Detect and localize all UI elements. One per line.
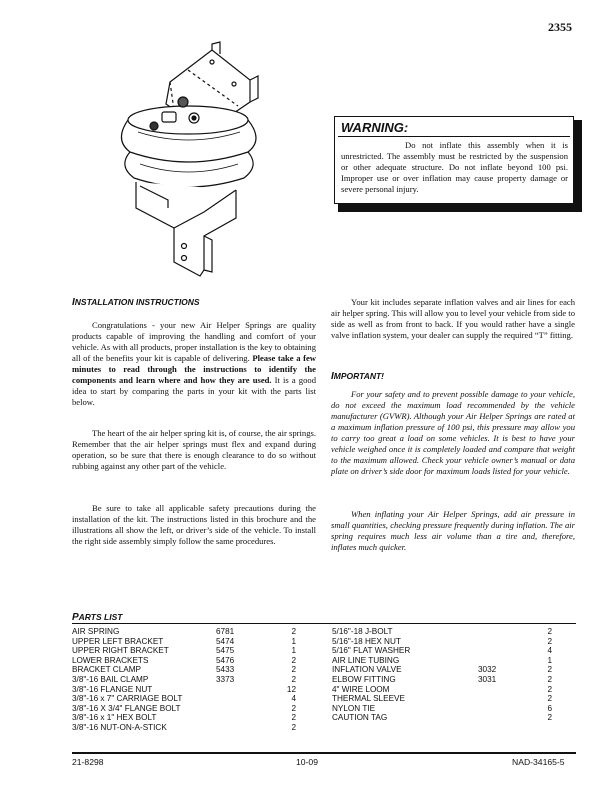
part-qty: 2 xyxy=(547,684,552,694)
parts-row xyxy=(72,723,576,733)
part-num: 3031 xyxy=(478,674,497,684)
parts-row xyxy=(72,637,576,647)
part-qty: 12 xyxy=(286,684,296,694)
part-num: 5475 xyxy=(216,646,235,656)
part-qty: 2 xyxy=(291,703,296,713)
part-qty: 2 xyxy=(291,722,296,732)
part-name: 5/16"-18 HEX NUT xyxy=(332,636,401,646)
parts-row xyxy=(72,656,576,666)
part-name: BRACKET CLAMP xyxy=(72,665,142,675)
part-num: 3373 xyxy=(216,674,235,684)
installation-para-1: Congratulations - your new Air Helper Springs are quality products capable of improving the handling and comfort of your vehicle. As with all products, proper installation is the key to obtaining all of the benefits your kit is capable of delivering. Please take a few minutes to read through the instructions to identify the components and learn where and how they are used. It is a good idea to start by comparing the parts in your kit with the parts list below. xyxy=(72,320,316,407)
part-qty: 2 xyxy=(547,636,552,646)
part-qty: 1 xyxy=(291,636,296,646)
part-num: 5474 xyxy=(216,636,235,646)
installation-para-4: Your kit includes separate inflation valves and air lines for each air helper spring. This will allow you to level your vehicle from side to side as well as from front to back. If you would rather have a single valve inflation system, your dealer can supply the required “T” fitting. xyxy=(331,297,575,340)
warning-title: WARNING: xyxy=(341,120,409,135)
part-qty: 4 xyxy=(547,646,552,656)
part-name: AIR SPRING xyxy=(72,627,120,636)
air-spring-assembly-illustration xyxy=(108,40,294,290)
part-name: 4" WIRE LOOM xyxy=(332,684,390,694)
footer-rule xyxy=(72,752,576,754)
important-para-2: When inflating your Air Helper Springs, add air pressure in small quantities, checking pressure frequently during inflation. The air spring requires much less air volume than a tire and, therefore, inflates much quicker. xyxy=(331,509,575,552)
part-name: NYLON TIE xyxy=(332,703,376,713)
part-qty: 2 xyxy=(547,665,552,675)
parts-row xyxy=(72,675,576,685)
part-name: 3/8"-16 FLANGE NUT xyxy=(72,684,153,694)
part-qty: 2 xyxy=(547,674,552,684)
part-num: 6781 xyxy=(216,627,235,636)
part-name: ELBOW FITTING xyxy=(332,674,396,684)
warning-divider xyxy=(338,136,570,137)
parts-row xyxy=(72,694,576,704)
part-name: 5/16"-18 J-BOLT xyxy=(332,627,393,636)
parts-row xyxy=(72,704,576,714)
part-qty: 2 xyxy=(291,655,296,665)
part-name: 3/8"-16 x 1" HEX BOLT xyxy=(72,713,157,723)
part-name: INFLATION VALVE xyxy=(332,665,402,675)
footer-part-number: 21-8298 xyxy=(72,757,104,767)
part-qty: 2 xyxy=(547,627,552,636)
part-num: 5433 xyxy=(216,665,235,675)
parts-row xyxy=(72,685,576,695)
part-name: 3/8"-16 X 3/4" FLANGE BOLT xyxy=(72,703,181,713)
installation-heading: INSTALLATION INSTRUCTIONS xyxy=(72,297,200,308)
part-qty: 4 xyxy=(291,694,296,704)
part-qty: 2 xyxy=(547,694,552,704)
part-num: 3032 xyxy=(478,665,497,675)
parts-list-rule xyxy=(72,623,576,624)
part-name: UPPER LEFT BRACKET xyxy=(72,636,164,646)
footer-document-number: NAD-34165-5 xyxy=(512,757,565,767)
part-name: 3/8"-16 BAIL CLAMP xyxy=(72,674,149,684)
warning-box xyxy=(334,116,574,204)
part-name: LOWER BRACKETS xyxy=(72,655,149,665)
part-name: CAUTION TAG xyxy=(332,713,388,723)
parts-right-column xyxy=(72,627,576,723)
parts-row xyxy=(72,665,576,675)
important-heading: IMPORTANT! xyxy=(331,371,384,382)
part-qty: 2 xyxy=(291,674,296,684)
part-name: 3/8"-16 NUT-ON-A-STICK xyxy=(72,722,167,732)
part-qty: 1 xyxy=(291,646,296,656)
parts-row xyxy=(72,646,576,656)
installation-para-2: The heart of the air helper spring kit is, of course, the air springs. Remember that the air helper springs must flex and expand during operation, so be sure that there is enough clearance to do so without rubbing against any other part of the vehicle. xyxy=(72,428,316,471)
parts-row xyxy=(72,627,576,637)
part-qty: 2 xyxy=(547,713,552,723)
part-qty: 1 xyxy=(547,655,552,665)
part-qty: 2 xyxy=(291,713,296,723)
part-name: UPPER RIGHT BRACKET xyxy=(72,646,169,656)
parts-list-heading: PARTS LIST xyxy=(72,612,123,623)
part-num: 5476 xyxy=(216,655,235,665)
part-qty: 6 xyxy=(547,703,552,713)
parts-row xyxy=(72,713,576,723)
part-name: 3/8"-16 x 7" CARRIAGE BOLT xyxy=(72,694,183,704)
part-name: AIR LINE TUBING xyxy=(332,655,400,665)
warning-text: Do not inflate this assembly when it is unrestricted. The assembly must be restricted by the suspension or other adequate structure. Do not inflate beyond 100 psi. Improper use or over inflation may cause property damage or severe personal injury. xyxy=(341,140,568,194)
part-qty: 2 xyxy=(291,627,296,636)
page-number: 2355 xyxy=(548,20,572,34)
part-name: 5/16" FLAT WASHER xyxy=(332,646,411,656)
part-qty: 2 xyxy=(291,665,296,675)
installation-para-3: Be sure to take all applicable safety precautions during the installation of the kit. The instructions listed in this brochure and the illustrations all show the left, or driver’s side of the vehicle. To install the right side assembly simply follow the same procedures. xyxy=(72,503,316,546)
important-para-1: For your safety and to prevent possible damage to your vehicle, do not exceed the maximum load recommended by the vehicle manufacturer (GVWR). Although your Air Helper Springs are rated at a maximum inflation pressure of 100 psi, this pressure may allow you to carry too great a load on some vehicles. It is best to have your vehicle weighed once it is completely loaded and compare that weight to the maximum allowed. Check your vehicle owner’s manual or data plate on driver’s side door for maximum loads listed for your vehicle. xyxy=(331,389,575,476)
footer-date: 10-09 xyxy=(296,757,318,767)
part-name: THERMAL SLEEVE xyxy=(332,694,405,704)
